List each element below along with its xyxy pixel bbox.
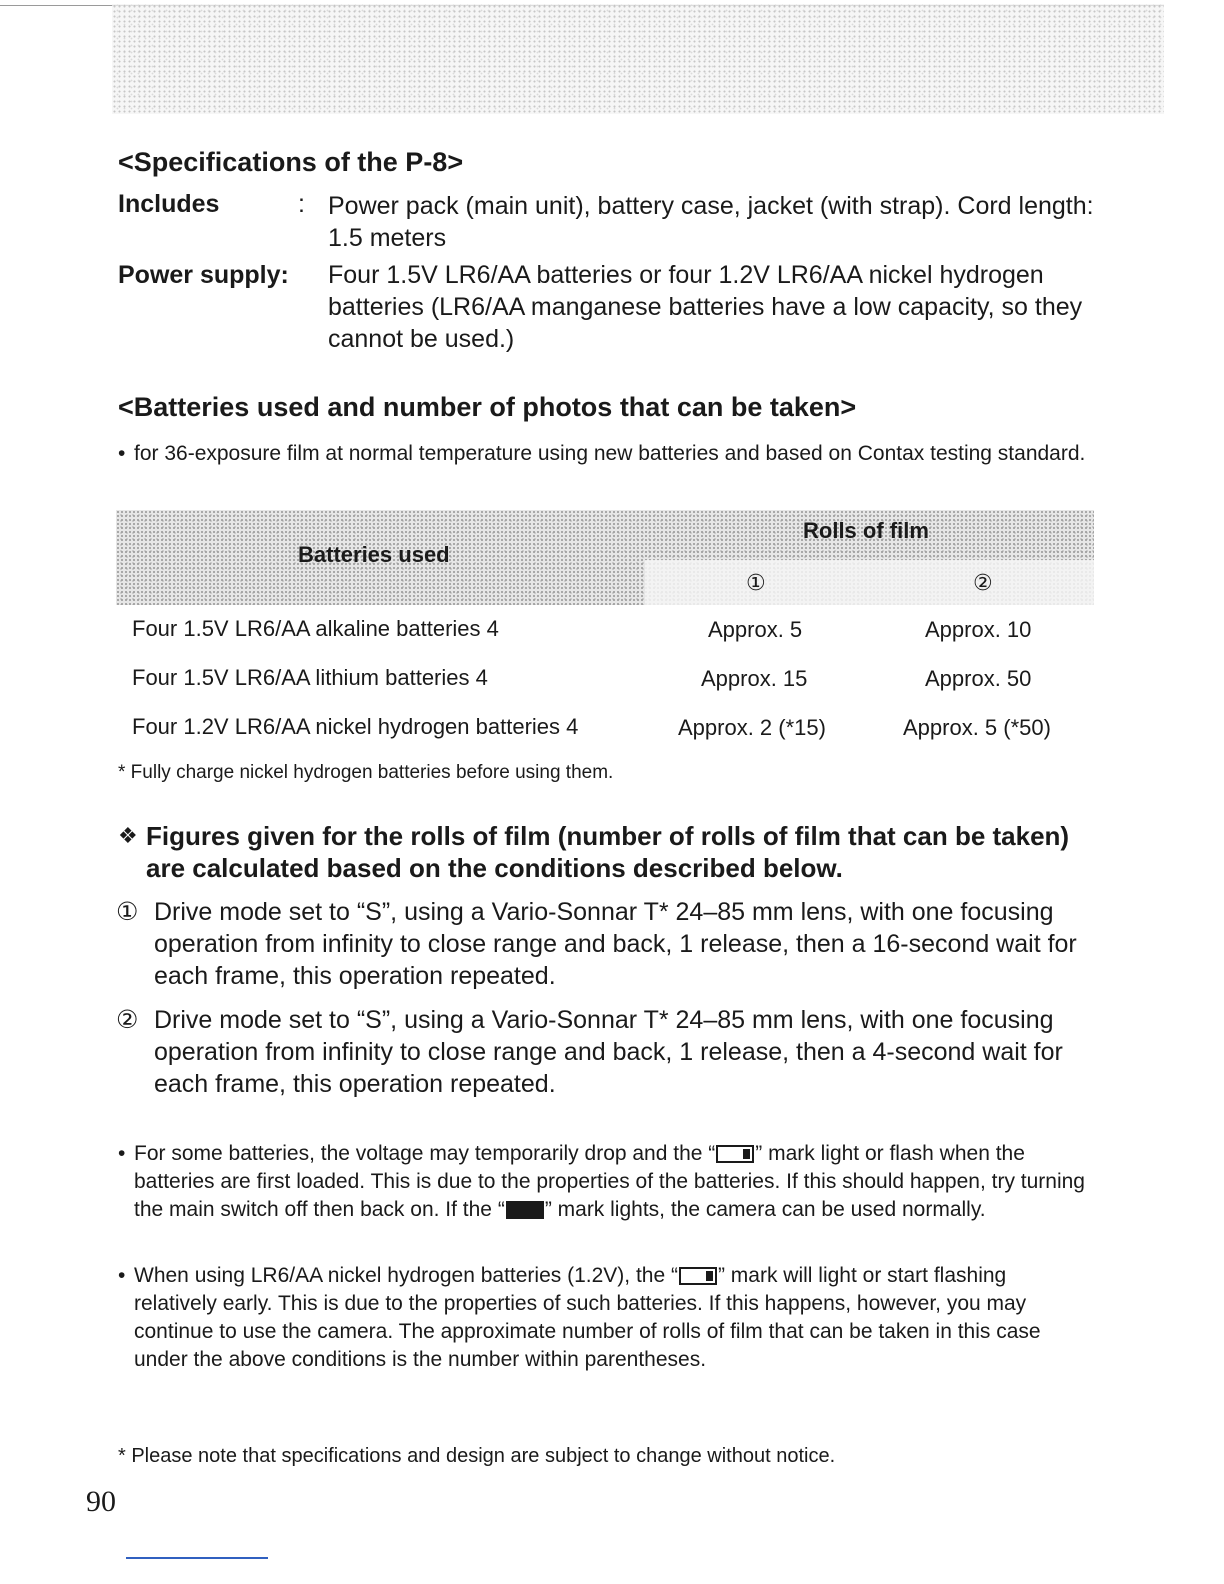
table-row-rolls-1: Approx. 2 (*15): [678, 715, 826, 740]
header-column-1: ①: [746, 570, 766, 595]
note-text: ” mark lights, the camera can be used normally.: [544, 1198, 986, 1221]
test-conditions-note: [118, 440, 1094, 468]
battery-voltage-note: [118, 1140, 1094, 1224]
spec-label-power-supply: Power supply:: [118, 261, 289, 289]
table-row-rolls-1: Approx. 15: [701, 666, 808, 691]
table-row-rolls-1: Approx. 5: [708, 617, 803, 642]
condition-2: [116, 1004, 1114, 1100]
table-subheader-background: [645, 560, 1094, 605]
bullet-icon: •: [118, 1142, 126, 1165]
note-text: ” mark light or flash when the batteries are first loaded. This is due to the properties of the batteries. If this should happen, try turning the main switch off then back on. If the “: [134, 1142, 1085, 1221]
battery-full-icon: [506, 1201, 544, 1219]
spec-label-includes: Includes: [118, 190, 220, 218]
nickel-hydrogen-note: [118, 1262, 1094, 1374]
table-row-rolls-2: Approx. 5 (*50): [903, 715, 1051, 740]
table-row-rolls-2: Approx. 50: [925, 666, 1032, 691]
table-row-battery: Four 1.5V LR6/AA alkaline batteries 4: [132, 616, 499, 641]
note-text: For some batteries, the voltage may temporarily drop and the “: [134, 1142, 716, 1165]
condition-1: [116, 896, 1114, 992]
bullet-icon: •: [118, 1264, 126, 1287]
batteries-title: <Batteries used and number of photos that can be taken>: [118, 392, 857, 422]
condition-text: Drive mode set to “S”, using a Vario-Sonnar T* 24–85 mm lens, with one focusing operation from infinity to close range and back, 1 release, then a 16-second wait for each frame, this operation repeated.: [154, 898, 1077, 990]
diamond-bullet-icon: ❖: [118, 823, 138, 848]
spec-value-includes: Power pack (main unit), battery case, jacket (with strap). Cord length: 1.5 meters: [328, 192, 1094, 252]
condition-number: ②: [116, 1006, 139, 1034]
battery-low-icon: [679, 1267, 717, 1285]
note-text: When using LR6/AA nickel hydrogen batteries (1.2V), the “: [134, 1264, 678, 1287]
bottom-rule: [126, 1557, 268, 1559]
table-footnote: * Fully charge nickel hydrogen batteries before using them.: [118, 762, 614, 783]
header-batteries-used: Batteries used: [298, 542, 450, 567]
spec-value-power-supply: Four 1.5V LR6/AA batteries or four 1.2V LR6/AA nickel hydrogen batteries (LR6/AA manganese batteries have a low capacity, so they cannot be used.): [328, 261, 1083, 353]
header-rolls-of-film: Rolls of film: [803, 518, 929, 543]
bullet-icon: •: [118, 442, 126, 465]
header-texture: [112, 4, 1164, 114]
table-row-rolls-2: Approx. 10: [925, 617, 1032, 642]
figures-heading-text: Figures given for the rolls of film (number of rolls of film that can be taken) are calculated based on the conditions described below.: [146, 821, 1070, 883]
condition-number: ①: [116, 898, 139, 926]
header-column-2: ②: [973, 570, 993, 595]
specifications-title: <Specifications of the P-8>: [118, 147, 464, 177]
table-row-battery: Four 1.2V LR6/AA nickel hydrogen batteries 4: [132, 714, 579, 739]
disclaimer: * Please note that specifications and design are subject to change without notice.: [118, 1445, 836, 1467]
figures-heading: [118, 820, 1106, 884]
spec-colon: :: [298, 190, 305, 218]
battery-low-icon: [716, 1145, 754, 1163]
test-conditions-text: for 36-exposure film at normal temperature using new batteries and based on Contax testing standard.: [134, 442, 1086, 465]
condition-text: Drive mode set to “S”, using a Vario-Sonnar T* 24–85 mm lens, with one focusing operation from infinity to close range and back, 1 release, then a 4-second wait for each frame, this operation repeated.: [154, 1006, 1063, 1098]
note-text: ” mark will light or start flashing relatively early. This is due to the properties of such batteries. If this happens, however, you may continue to use the camera. The approximate number of rolls of film that can be taken in this case under the above conditions is the number within parentheses.: [134, 1264, 1041, 1371]
page-number: 90: [86, 1485, 116, 1518]
table-row-battery: Four 1.5V LR6/AA lithium batteries 4: [132, 665, 488, 690]
